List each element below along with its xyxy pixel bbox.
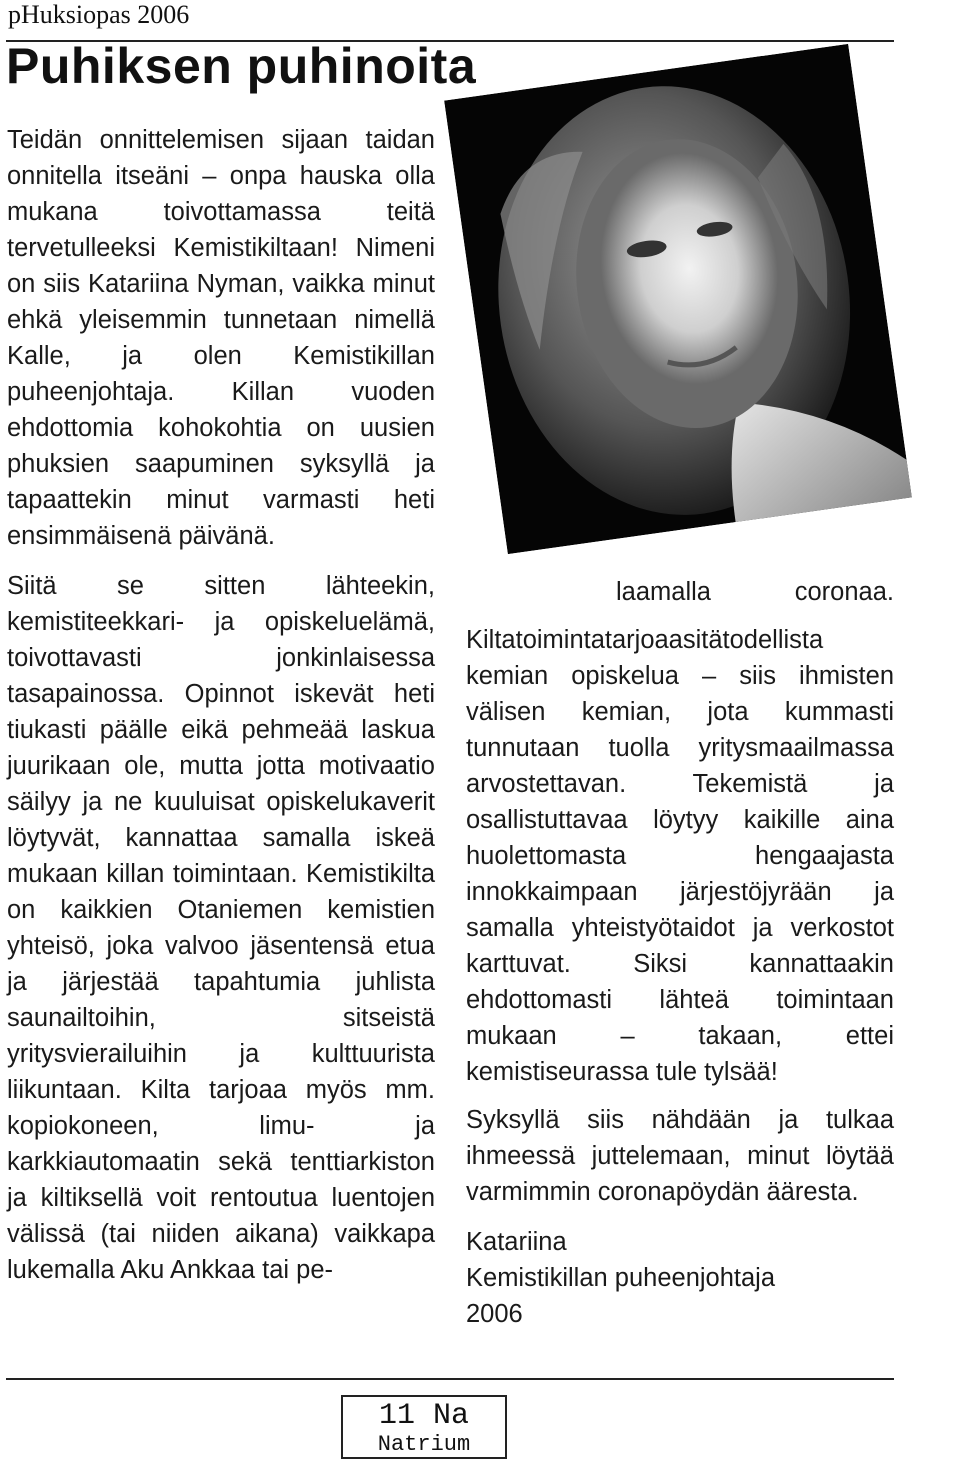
paragraph-guild: Siitä se sitten lähteekin, kemistiteekkari- ja opiskeluelämä, toivottavasti jonkinlaisessa tasapainossa. Opinnot iskevät heti tiukasti päälle eikä pehmeää laskua juurikaan ole, mutta jotta motivaatio säilyy ja ne kuuluisat opiskelukaverit löytyvät, kannattaa samalla iskeä mukaan killan toimintaan. Kemistikilta on kaikkien Otaniemen kemistien yhteisö, joka valvoo jäsentensä etua ja järjestää tapahtumia juhlista saunailtoihin, sitseistä yritysvierailuihin ja kulttuurista liikuntaan. Kilta tarjoaa myös mm. kopiokoneen, limu- ja karkkiautomaatin sekä tenttiarkiston ja kiltiksellä voit rentoutua luentojen välissä (tai niiden aikana) vaikkapa lukemalla Aku Ankkaa tai pe-: [7, 572, 435, 1284]
signature-year: 2006: [466, 1300, 523, 1328]
article-title: Puhiksen puhinoita: [6, 38, 477, 94]
paragraph-intro: Teidän onnittelemisen sijaan taidan onnitella itseäni – onpa hauska olla mukana toivottamassa teitä tervetulleeksi Kemistikiltaan! Nimeni on siis Katariina Nyman, vaikka minut ehkä yleisemmin tunnetaan nimellä Kalle, ja olen Kemistikillan puheenjohtaja. Killan vuoden ehdottomia kohokohtia on uusien phuksien saapuminen syksyllä ja tapaattekin minut varmasti heti ensimmäisenä päivänä.: [7, 126, 435, 550]
continued-line: laamalla coronaa.: [616, 578, 894, 606]
signature-name: Katariina: [466, 1228, 567, 1256]
paragraph-activities: Kiltatoimintatarjoaasitätodellista kemian opiskelua – siis ihmisten välisen kemian, jota kummasti tunnutaan tuolla yritysmaailmassa arvostettavan. Tekemistä ja osallistuttavaa löytyy kaikille aina huolettomasta hengaajasta innokkaimpaan järjestöjyrään ja samalla yhteistyötaidot ja verkostot karttuvat. Siksi kannattaakin ehdottomasti lähteä toimintaan mukaan – takaan, ettei kemistiseurassa tule tylsää!: [466, 626, 894, 1086]
portrait-photo: [444, 44, 912, 554]
publication-label: pHuksiopas 2006: [8, 0, 190, 29]
footer-rule: [6, 1378, 894, 1380]
element-name: Natrium: [377, 1432, 471, 1457]
right-column: [466, 574, 894, 1332]
signature-role: Kemistikillan puheenjohtaja: [466, 1264, 776, 1292]
page-number-box: [341, 1395, 507, 1459]
left-column: [7, 122, 435, 1288]
signature: [466, 1224, 894, 1332]
paragraph-closing: Syksyllä siis nähdään ja tulkaa ihmeessä juttelemaan, minut löytää varmimmin coronapöydän ääresta.: [466, 1106, 894, 1206]
page-number: 11 Na: [378, 1399, 469, 1433]
